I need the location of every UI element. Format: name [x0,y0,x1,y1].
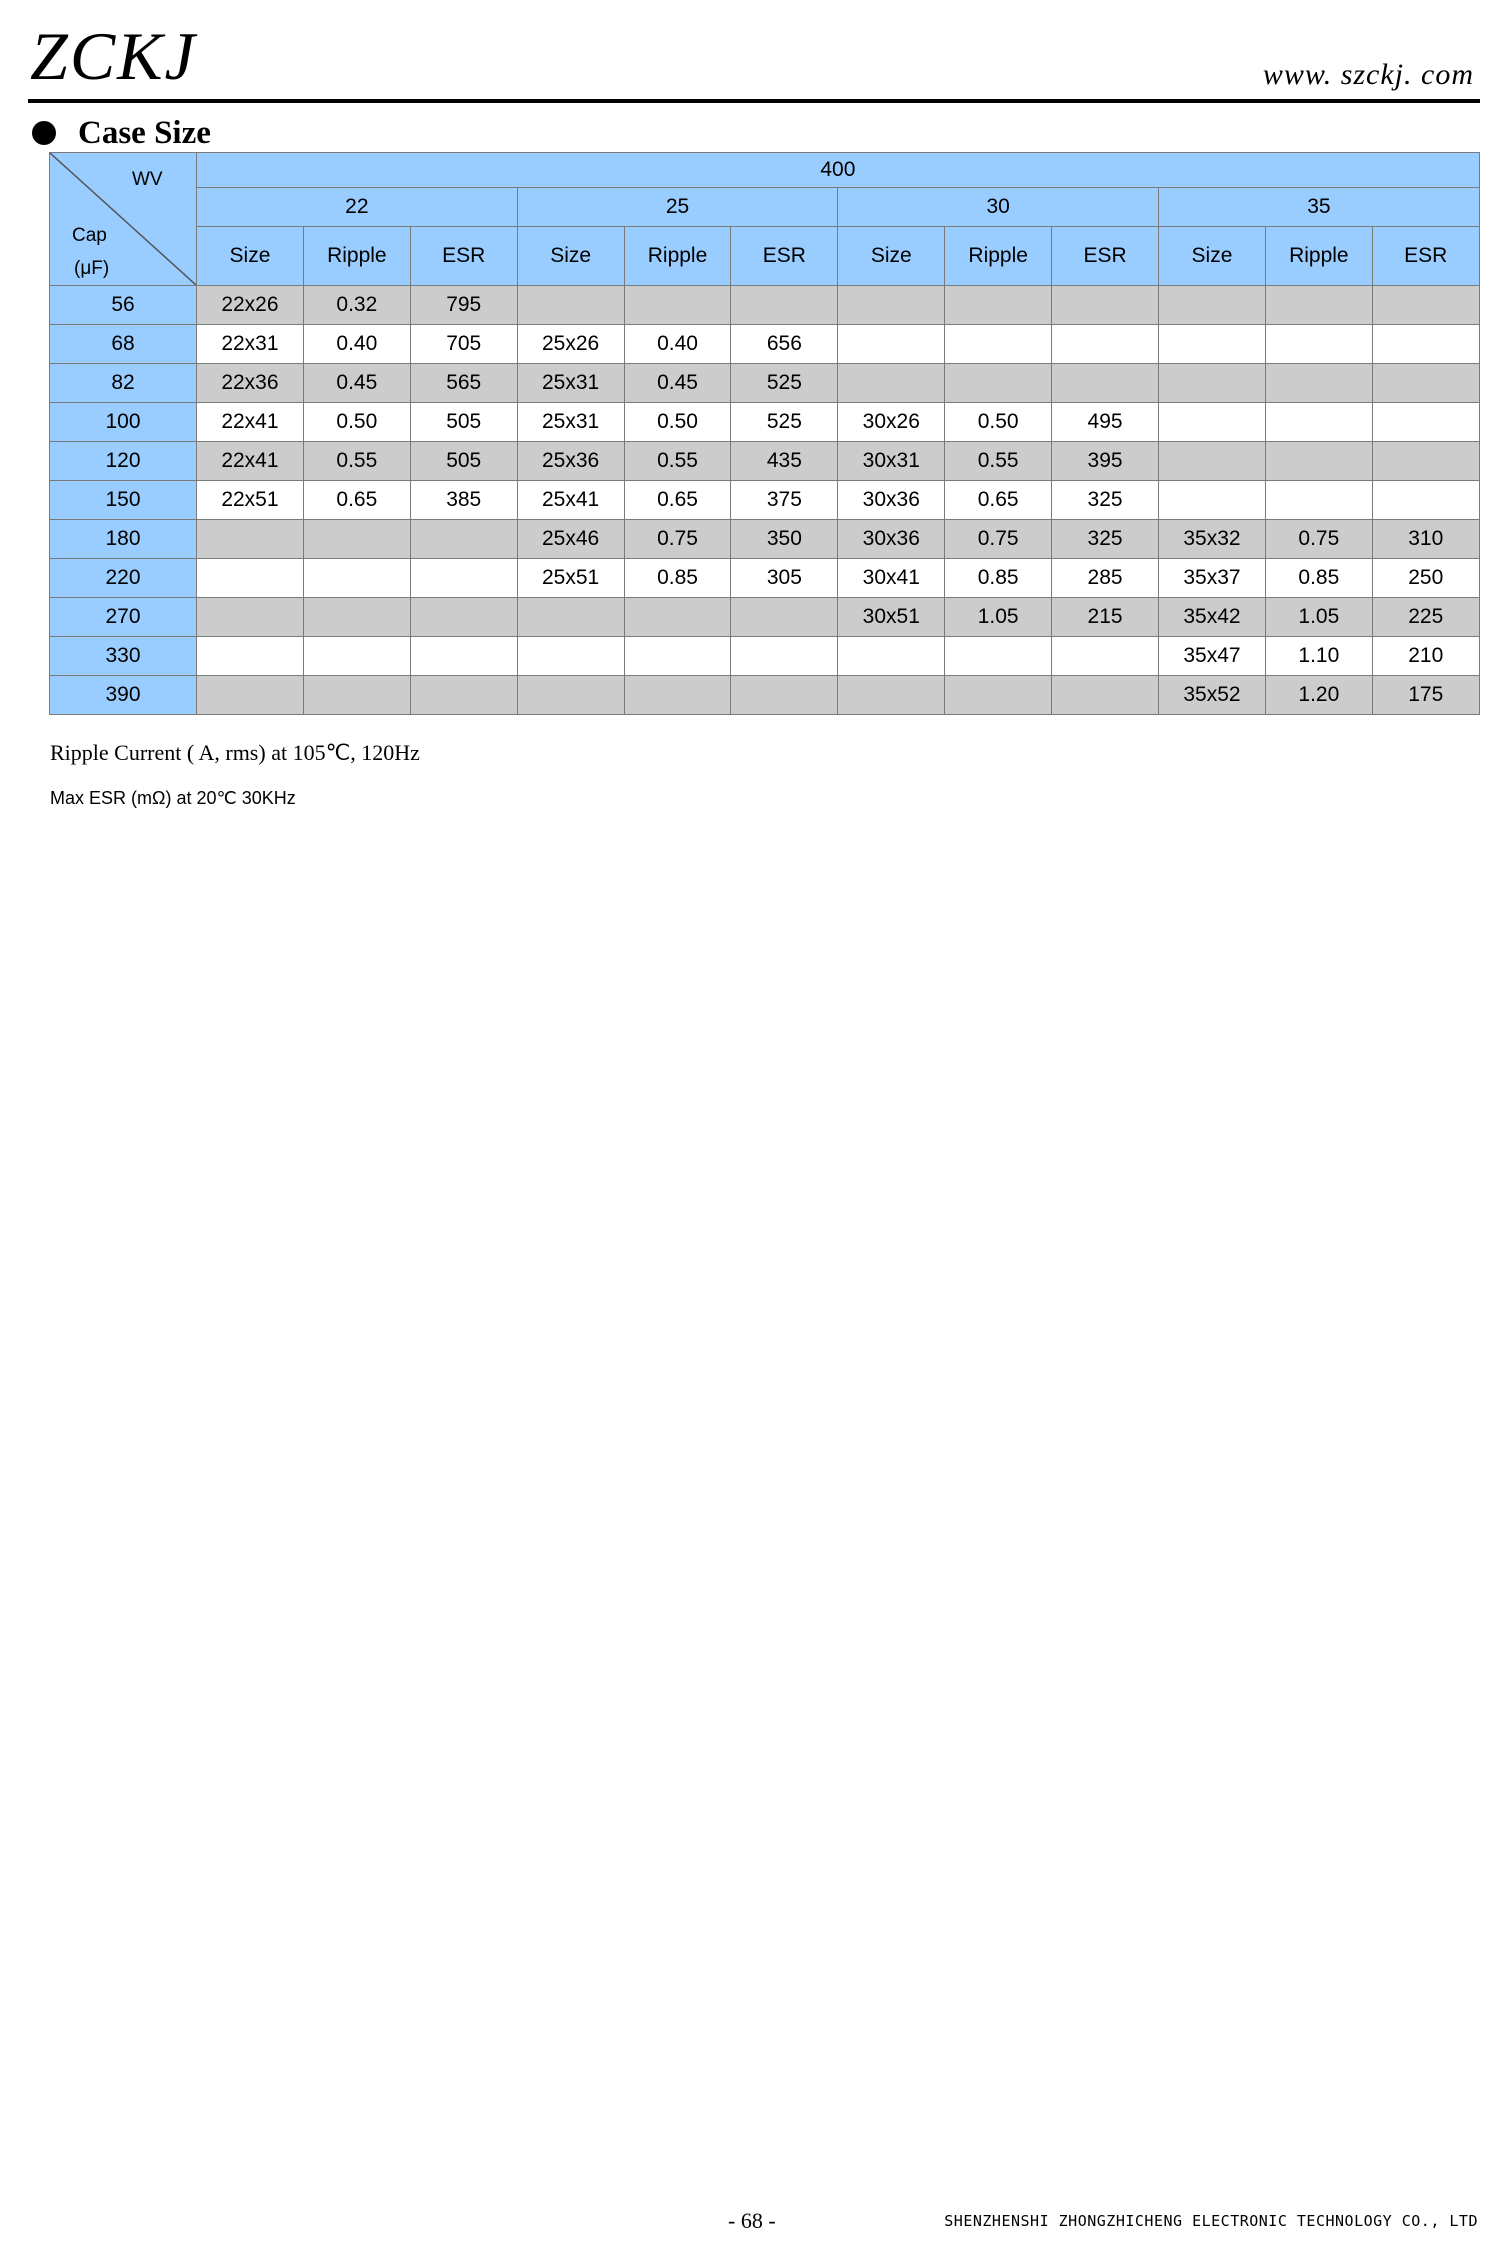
column-header-esr: ESR [410,227,517,286]
website-url: www. szckj. com [1262,58,1474,91]
table-cell: 705 [410,325,517,364]
table-cell [731,676,838,715]
table-cell [1052,286,1159,325]
capacitance-cell: 82 [50,364,197,403]
table-cell: 795 [410,286,517,325]
table-cell [1265,481,1372,520]
table-cell: 0.50 [624,403,731,442]
capacitance-cell: 270 [50,598,197,637]
column-header-ripple: Ripple [624,227,731,286]
table-cell: 0.55 [303,442,410,481]
header-divider [28,99,1480,103]
ripple-note: Ripple Current ( A, rms) at 105℃, 120Hz [50,740,420,765]
column-header-size: Size [1159,227,1266,286]
table-cell: 35x32 [1159,520,1266,559]
table-row [50,520,1480,559]
capacitance-cell: 68 [50,325,197,364]
table-cell: 25x51 [517,559,624,598]
table-row [50,364,1480,403]
capacitance-cell: 120 [50,442,197,481]
table-cell: 435 [731,442,838,481]
table-cell: 25x46 [517,520,624,559]
capacitance-cell: 330 [50,637,197,676]
table-cell [1052,364,1159,403]
table-cell [945,364,1052,403]
table-cell: 1.05 [945,598,1052,637]
table-cell [197,598,304,637]
wv-label: WV [132,169,163,190]
capacitance-cell: 220 [50,559,197,598]
table-cell: 22x51 [197,481,304,520]
table-cell: 25x41 [517,481,624,520]
capacitance-cell: 100 [50,403,197,442]
table-cell: 0.65 [624,481,731,520]
company-name: SHENZHENSHI ZHONGZHICHENG ELECTRONIC TECHNOLOGY CO., LTD [944,2212,1478,2230]
table-cell [410,559,517,598]
table-cell: 325 [1052,481,1159,520]
table-cell: 25x26 [517,325,624,364]
table-cell: 30x51 [838,598,945,637]
capacitance-cell: 56 [50,286,197,325]
table-cell [1265,286,1372,325]
cap-label: Cap [72,225,107,246]
table-cell [731,286,838,325]
table-cell [1159,481,1266,520]
table-cell: 285 [1052,559,1159,598]
table-row [50,286,1480,325]
table-cell: 0.40 [624,325,731,364]
table-cell [1159,325,1266,364]
table-cell [197,559,304,598]
table-cell [1052,637,1159,676]
table-cell [624,676,731,715]
table-cell: 210 [1372,637,1479,676]
table-cell [517,676,624,715]
table-cell [303,637,410,676]
table-cell: 225 [1372,598,1479,637]
table-cell: 30x31 [838,442,945,481]
column-header-ripple: Ripple [1265,227,1372,286]
table-cell [945,637,1052,676]
table-row [50,442,1480,481]
table-cell: 215 [1052,598,1159,637]
diameter-header: 22 [197,188,518,227]
table-cell [1265,403,1372,442]
table-cell: 35x47 [1159,637,1266,676]
table-row [50,325,1480,364]
table-cell [1372,286,1479,325]
table-cell: 395 [1052,442,1159,481]
bullet-icon [32,121,56,145]
table-cell [731,637,838,676]
table-cell: 0.75 [624,520,731,559]
table-cell [838,325,945,364]
table-cell [517,598,624,637]
table-cell [197,637,304,676]
table-cell: 1.10 [1265,637,1372,676]
table-cell: 30x36 [838,520,945,559]
table-cell: 22x41 [197,442,304,481]
table-cell: 0.55 [945,442,1052,481]
table-row [50,481,1480,520]
table-cell: 30x26 [838,403,945,442]
diameter-header: 35 [1159,188,1480,227]
table-cell: 22x41 [197,403,304,442]
table-row [50,559,1480,598]
table-cell [624,637,731,676]
voltage-header: 400 [197,153,1480,188]
table-cell: 22x26 [197,286,304,325]
table-row [50,403,1480,442]
table-cell: 310 [1372,520,1479,559]
table-cell: 565 [410,364,517,403]
table-cell: 495 [1052,403,1159,442]
table-cell: 385 [410,481,517,520]
table-cell [945,325,1052,364]
table-cell: 22x36 [197,364,304,403]
column-header-size: Size [838,227,945,286]
table-corner-header [50,153,197,286]
table-cell [410,520,517,559]
esr-note: Max ESR (mΩ) at 20℃ 30KHz [50,788,296,808]
table-cell [303,598,410,637]
cap-unit: (μF) [74,258,110,279]
table-cell: 0.75 [945,520,1052,559]
table-cell: 656 [731,325,838,364]
table-cell [1372,481,1479,520]
table-cell [624,286,731,325]
table-cell: 35x42 [1159,598,1266,637]
table-cell [838,676,945,715]
column-header-esr: ESR [1052,227,1159,286]
capacitance-cell: 390 [50,676,197,715]
table-cell [197,676,304,715]
table-cell [1372,403,1479,442]
table-cell: 0.45 [303,364,410,403]
table-cell [517,286,624,325]
table-cell [945,286,1052,325]
table-cell: 35x37 [1159,559,1266,598]
table-cell: 505 [410,442,517,481]
table-cell [410,637,517,676]
table-cell [1265,364,1372,403]
table-cell: 525 [731,364,838,403]
table-cell: 375 [731,481,838,520]
column-header-ripple: Ripple [945,227,1052,286]
table-cell [945,676,1052,715]
company-logo: ZCKJ [30,18,197,94]
page-number: - 68 - [728,2208,776,2233]
table-cell: 525 [731,403,838,442]
table-cell: 35x52 [1159,676,1266,715]
table-cell: 305 [731,559,838,598]
table-cell: 350 [731,520,838,559]
table-cell: 0.85 [1265,559,1372,598]
column-header-esr: ESR [731,227,838,286]
table-cell: 0.45 [624,364,731,403]
table-cell: 0.65 [303,481,410,520]
table-cell: 0.85 [624,559,731,598]
table-cell [1265,442,1372,481]
table-cell: 0.75 [1265,520,1372,559]
table-cell [1159,364,1266,403]
table-cell: 505 [410,403,517,442]
table-cell: 30x36 [838,481,945,520]
diagonal-line [50,153,196,285]
table-cell: 0.32 [303,286,410,325]
table-cell [1052,325,1159,364]
table-cell [624,598,731,637]
table-cell: 325 [1052,520,1159,559]
table-cell [517,637,624,676]
table-cell: 0.50 [945,403,1052,442]
table-cell [1052,676,1159,715]
table-cell: 0.85 [945,559,1052,598]
table-cell [410,598,517,637]
column-header-esr: ESR [1372,227,1479,286]
table-cell [838,364,945,403]
table-cell [410,676,517,715]
table-cell: 25x31 [517,403,624,442]
capacitance-cell: 150 [50,481,197,520]
table-row [50,637,1480,676]
table-cell: 1.20 [1265,676,1372,715]
table-cell [1372,442,1479,481]
case-size-table [49,152,1480,715]
table-cell: 0.65 [945,481,1052,520]
table-cell: 22x31 [197,325,304,364]
table-cell [1159,403,1266,442]
table-cell [1159,442,1266,481]
table-cell [1159,286,1266,325]
section-heading [32,113,211,153]
table-cell: 1.05 [1265,598,1372,637]
column-header-ripple: Ripple [303,227,410,286]
section-title: Case Size [78,114,211,151]
table-cell: 0.50 [303,403,410,442]
table-cell: 0.40 [303,325,410,364]
table-cell [1372,325,1479,364]
table-cell [1265,325,1372,364]
table-cell: 250 [1372,559,1479,598]
table-cell: 25x31 [517,364,624,403]
table-cell [1372,364,1479,403]
diameter-header: 25 [517,188,838,227]
capacitance-cell: 180 [50,520,197,559]
table-cell [197,520,304,559]
table-cell [303,559,410,598]
column-header-size: Size [197,227,304,286]
table-cell: 25x36 [517,442,624,481]
table-cell [731,598,838,637]
table-cell: 175 [1372,676,1479,715]
table-cell [303,676,410,715]
table-cell: 30x41 [838,559,945,598]
diameter-header: 30 [838,188,1159,227]
table-row [50,598,1480,637]
table-cell: 0.55 [624,442,731,481]
table-cell [838,637,945,676]
table-row [50,676,1480,715]
table-cell [838,286,945,325]
table-cell [303,520,410,559]
column-header-size: Size [517,227,624,286]
